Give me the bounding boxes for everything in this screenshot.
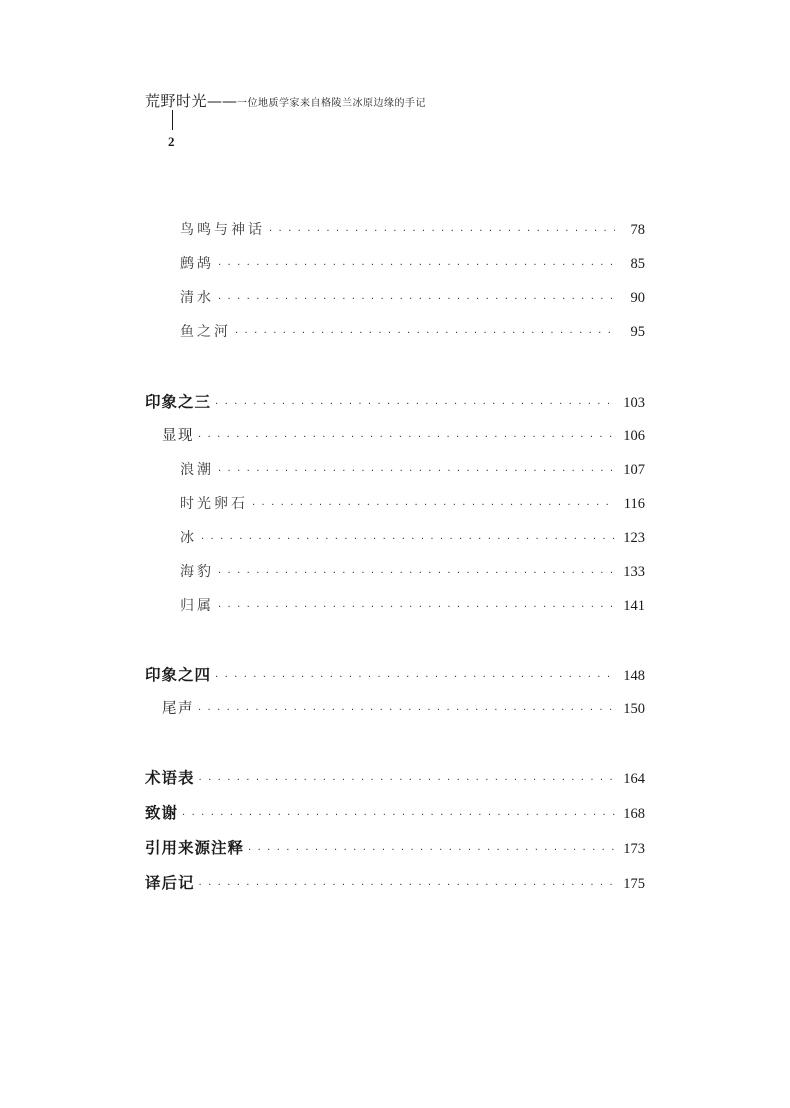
toc-entry[interactable]	[180, 320, 645, 344]
toc-entry[interactable]	[180, 286, 645, 310]
leader-dots	[201, 528, 615, 552]
toc-entry-title: 术语表	[145, 769, 195, 787]
toc-entry-title: 译后记	[145, 874, 195, 892]
toc-entry[interactable]	[180, 218, 645, 242]
toc-entry[interactable]	[180, 526, 645, 550]
toc-entry[interactable]	[180, 594, 645, 618]
toc-entry[interactable]	[145, 766, 645, 790]
leader-dots	[218, 288, 615, 312]
book-subtitle: 一位地质学家来自格陵兰冰原边缘的手记	[237, 98, 427, 109]
toc-entry-title: 鱼之河	[180, 324, 231, 340]
toc-entry-page: 133	[623, 564, 645, 580]
toc-entry-page: 150	[623, 701, 645, 717]
toc-entry[interactable]	[180, 560, 645, 584]
toc-entry-page: 123	[623, 530, 645, 546]
toc-entry-page: 175	[623, 876, 645, 892]
toc-entry[interactable]	[145, 871, 645, 895]
leader-dots	[248, 839, 615, 863]
toc-entry[interactable]	[180, 252, 645, 276]
toc-entry-title: 尾声	[162, 701, 194, 717]
toc-entry[interactable]	[162, 424, 645, 448]
leader-dots	[218, 254, 615, 278]
leader-dots	[269, 220, 615, 244]
leader-dots	[215, 666, 615, 690]
leader-dots	[199, 874, 615, 898]
toc-entry-title: 显现	[162, 428, 194, 444]
toc-entry-page: 106	[623, 428, 645, 444]
toc-entry[interactable]	[145, 663, 645, 687]
leader-dots	[235, 322, 615, 346]
toc-entry-page: 141	[623, 598, 645, 614]
toc-entry-title: 时光卵石	[180, 496, 248, 512]
leader-dots	[218, 596, 615, 620]
toc-entry[interactable]	[162, 697, 645, 721]
leader-dots	[218, 460, 615, 484]
toc-entry-title: 鹧鸪	[180, 256, 214, 272]
toc-entry-title: 印象之四	[145, 666, 212, 684]
toc-entry-title: 海豹	[180, 564, 214, 580]
leader-dots	[199, 769, 615, 793]
toc-entry-page: 168	[623, 806, 645, 822]
toc-entry[interactable]	[180, 492, 645, 516]
toc-entry-title: 印象之三	[145, 393, 212, 411]
toc-entry-page: 95	[630, 324, 645, 340]
running-header	[145, 90, 426, 111]
toc-entry-page: 107	[623, 462, 645, 478]
toc-entry-title: 归属	[180, 598, 214, 614]
leader-dots	[198, 426, 615, 450]
toc-entry-page: 85	[630, 256, 645, 272]
toc-entry[interactable]	[145, 390, 645, 414]
leader-dots	[215, 393, 615, 417]
toc-entry[interactable]	[145, 801, 645, 825]
toc-entry-title: 清水	[180, 290, 214, 306]
toc-entry-page: 173	[623, 841, 645, 857]
toc-entry-page: 164	[623, 771, 645, 787]
leader-dots	[252, 494, 615, 518]
header-divider-line	[172, 110, 173, 130]
toc-entry-page: 78	[630, 222, 645, 238]
leader-dots	[218, 562, 615, 586]
toc-entry-page: 116	[623, 496, 645, 512]
leader-dots	[198, 699, 615, 723]
leader-dots	[182, 804, 615, 828]
toc-entry-page: 90	[630, 290, 645, 306]
toc-entry[interactable]	[145, 836, 645, 860]
toc-entry-title: 浪潮	[180, 462, 214, 478]
toc-entry-page: 103	[623, 395, 645, 411]
toc-entry-title: 冰	[180, 530, 197, 546]
toc-entry-title: 鸟鸣与神话	[180, 222, 265, 238]
title-dash: ——	[207, 92, 238, 110]
toc-entry-page: 148	[623, 668, 645, 684]
toc-entry-title: 致谢	[145, 804, 179, 822]
toc-entry-title: 引用来源注释	[145, 839, 245, 857]
page-number: 2	[168, 134, 175, 149]
toc-entry[interactable]	[180, 458, 645, 482]
book-title: 荒野时光	[145, 92, 208, 110]
